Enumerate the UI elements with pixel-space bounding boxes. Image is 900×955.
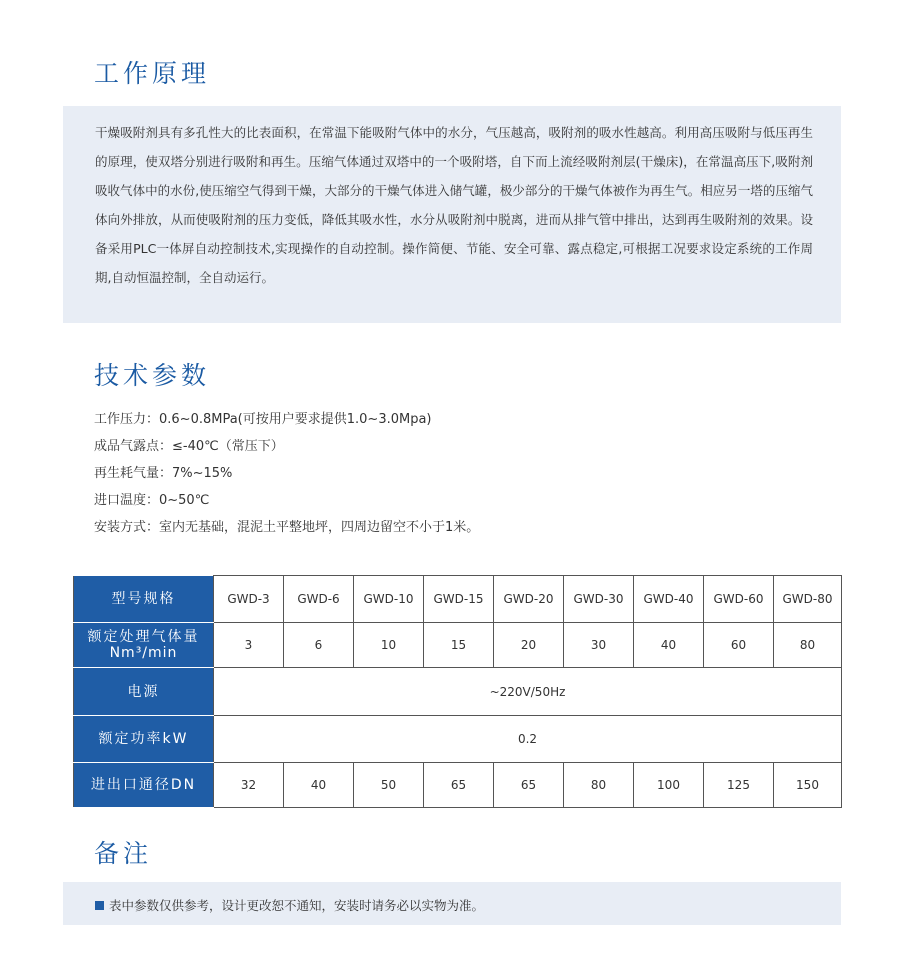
dn-cell: 150 <box>774 763 842 808</box>
flow-cell: 30 <box>564 623 634 668</box>
header-wattage: 额定功率kW <box>74 716 214 763</box>
header-flow-line2: Nm³/min <box>109 645 178 661</box>
table-row-power <box>74 668 842 716</box>
model-cell: GWD-20 <box>494 576 564 623</box>
header-model: 型号规格 <box>74 576 214 623</box>
section-title-principle: 工作原理 <box>94 59 211 88</box>
dn-cell: 125 <box>704 763 774 808</box>
dn-cell: 65 <box>424 763 494 808</box>
dn-cell: 100 <box>634 763 704 808</box>
flow-cell: 40 <box>634 623 704 668</box>
model-cell: GWD-15 <box>424 576 494 623</box>
model-cell: GWD-40 <box>634 576 704 623</box>
section-title-notes: 备注 <box>94 839 153 868</box>
table-row-wattage <box>74 716 842 763</box>
flow-cell: 60 <box>704 623 774 668</box>
model-cell: GWD-10 <box>354 576 424 623</box>
model-cell: GWD-3 <box>214 576 284 623</box>
dn-cell: 65 <box>494 763 564 808</box>
section-title-params: 技术参数 <box>94 361 211 390</box>
param-regen-gas: 再生耗气量：7%~15% <box>94 466 233 481</box>
principle-panel <box>63 106 841 323</box>
dn-cell: 80 <box>564 763 634 808</box>
table-row-models <box>74 576 842 623</box>
flow-cell: 20 <box>494 623 564 668</box>
principle-text: 干燥吸附剂具有多孔性大的比表面积，在常温下能吸附气体中的水分，气压越高，吸附剂的吸水性越高。利用高压吸附与低压再生的原理，使双塔分别进行吸附和再生。压缩气体通过双塔中的一个吸附塔，自下而上流经吸附剂层(干燥床)，在常温高压下,吸附剂吸收气体中的水份,使压缩空气得到干燥，大部分的干燥气体进入储气罐，极少部分的干燥气体被作为再生气。相应另一塔的压缩气体向外排放，从而使吸附剂的压力变低，降低其吸水性，水分从吸附剂中脱离，进而从排气管中排出，达到再生吸附剂的效果。设备采用PLC一体屏自动控制技术,实现操作的自动控制。操作简便、节能、安全可靠、露点稳定,可根据工况要求设定系统的工作周期,自动恒温控制，全自动运行。 <box>95 125 813 285</box>
power-value: ~220V/50Hz <box>214 668 842 716</box>
model-cell: GWD-60 <box>704 576 774 623</box>
flow-cell: 6 <box>284 623 354 668</box>
table-row-dn <box>74 763 842 808</box>
header-dn: 进出口通径DN <box>74 763 214 808</box>
spec-table <box>73 575 842 808</box>
note-panel <box>63 882 841 925</box>
flow-cell: 80 <box>774 623 842 668</box>
dn-cell: 32 <box>214 763 284 808</box>
header-flow-line1: 额定处理气体量 <box>87 629 200 645</box>
param-dew-point: 成品气露点：≤-40℃（常压下） <box>94 439 284 454</box>
param-inlet-temp: 进口温度：0~50℃ <box>94 493 210 508</box>
note-text: 表中参数仅供参考，设计更改恕不通知，安装时请务必以实物为准。 <box>109 898 485 913</box>
model-cell: GWD-80 <box>774 576 842 623</box>
table-row-flow <box>74 623 842 668</box>
params-list <box>94 406 479 541</box>
param-pressure: 工作压力：0.6~0.8MPa(可按用户要求提供1.0~3.0Mpa) <box>94 412 432 427</box>
header-flow <box>74 623 214 668</box>
flow-cell: 3 <box>214 623 284 668</box>
dn-cell: 50 <box>354 763 424 808</box>
flow-cell: 10 <box>354 623 424 668</box>
model-cell: GWD-6 <box>284 576 354 623</box>
param-install: 安装方式：室内无基础，混泥土平整地坪，四周边留空不小于1米。 <box>94 520 480 535</box>
bullet-square-icon <box>95 901 104 910</box>
wattage-value: 0.2 <box>214 716 842 763</box>
dn-cell: 40 <box>284 763 354 808</box>
header-power: 电源 <box>74 668 214 716</box>
note-line <box>95 896 484 914</box>
flow-cell: 15 <box>424 623 494 668</box>
model-cell: GWD-30 <box>564 576 634 623</box>
